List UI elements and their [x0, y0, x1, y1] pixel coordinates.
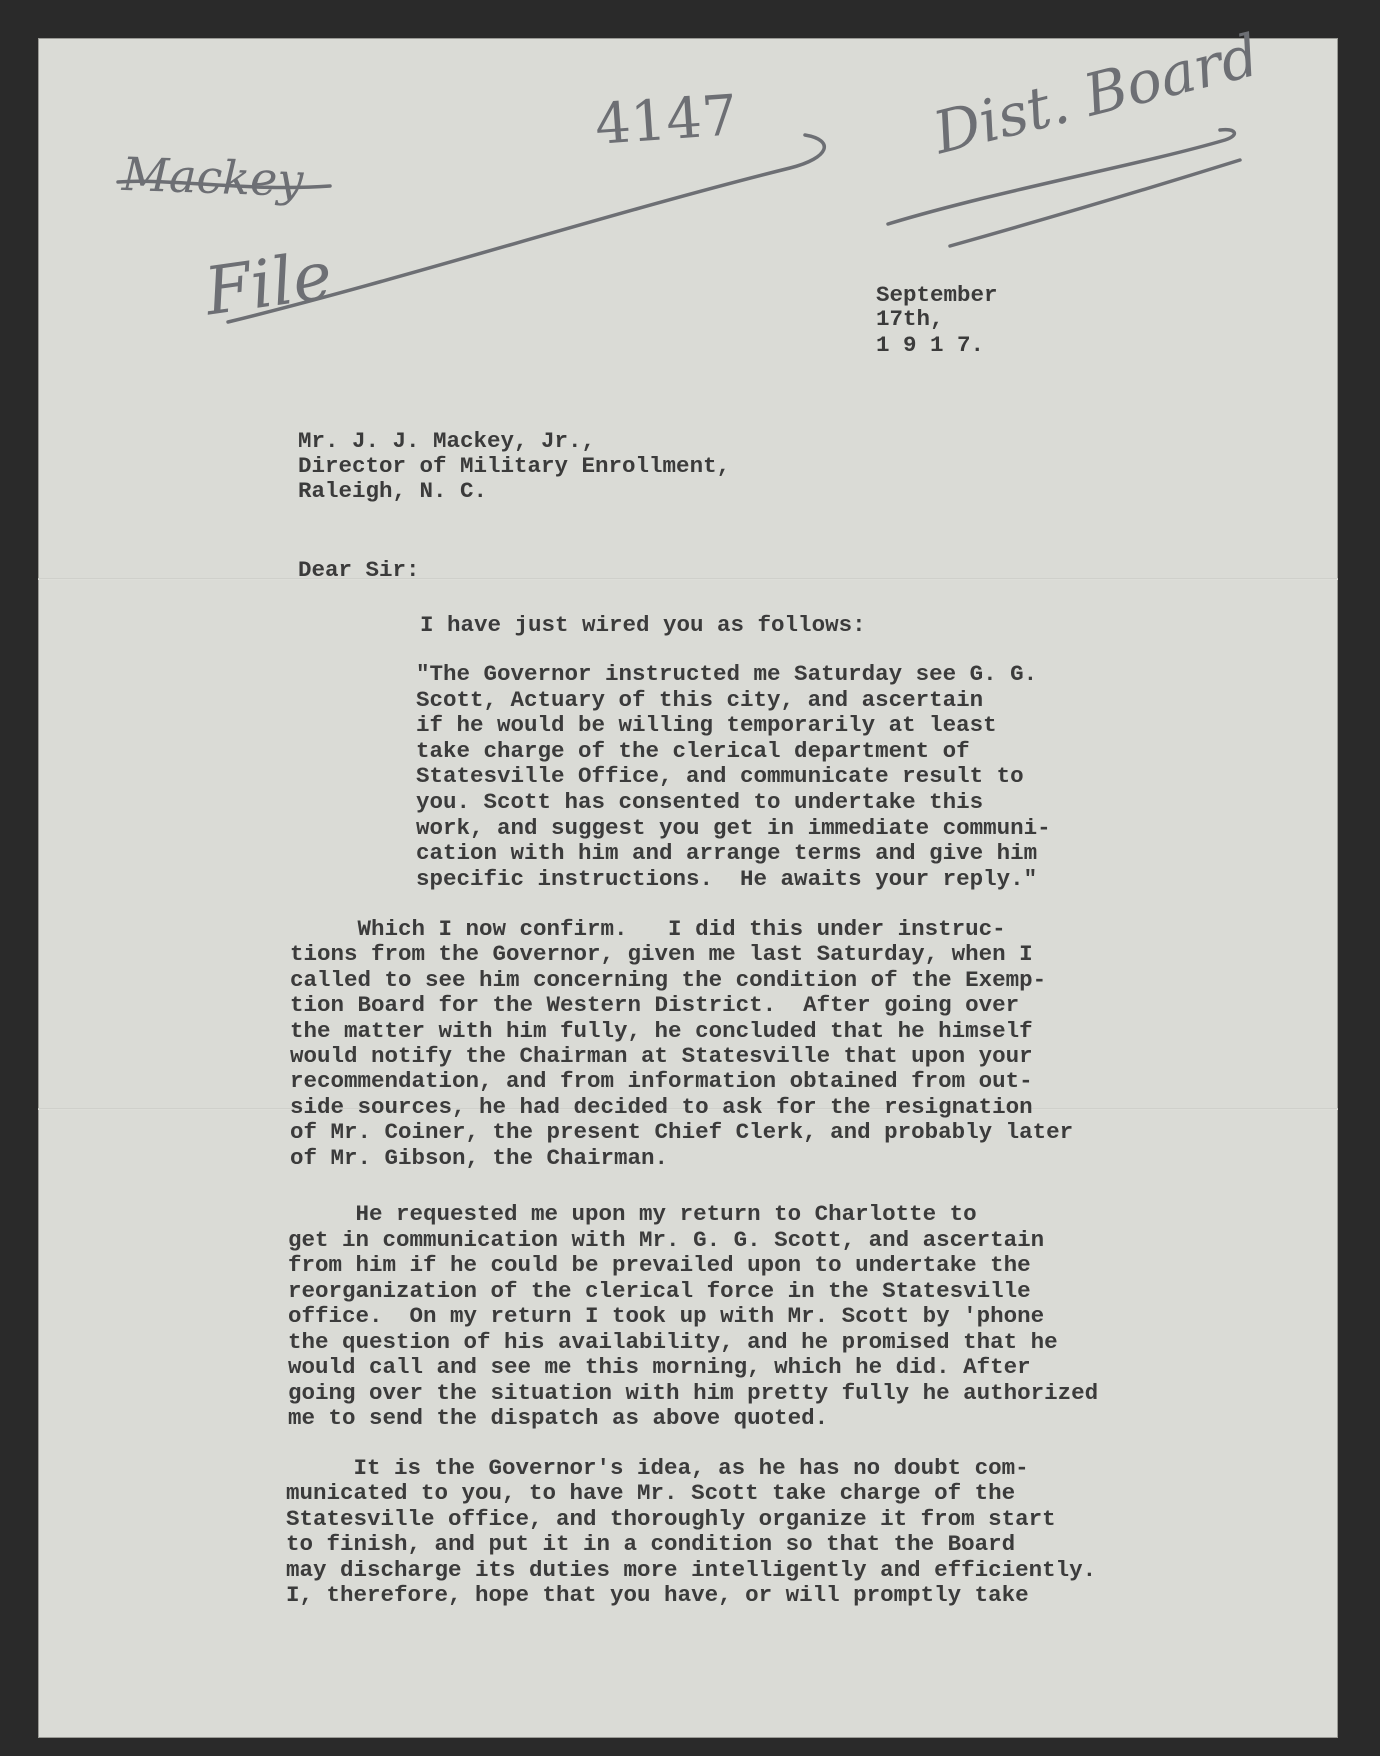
paragraph-line: going over the situation with him pretty fully he authorized: [288, 1379, 1099, 1406]
number-annotation: 4147: [592, 83, 740, 158]
telegram-line: work, and suggest you get in immediate communi-: [416, 814, 1051, 841]
file-annotation: File: [200, 236, 337, 331]
paragraph-2: [288, 1202, 1098, 1432]
telegram-line: Statesville Office, and communicate result to: [416, 763, 1024, 790]
paragraph-line: I, therefore, hope that you have, or will promptly take: [286, 1582, 1029, 1609]
paragraph-line: the matter with him fully, he concluded that he himself: [290, 1017, 1033, 1044]
paragraph-line: tion Board for the Western District. After going over: [290, 992, 1020, 1019]
paragraph-line: Statesville office, and thoroughly organize it from start: [286, 1505, 1056, 1532]
telegram-line: specific instructions. He awaits your reply.": [416, 865, 1038, 892]
paragraph-line: of Mr. Gibson, the Chairman.: [290, 1144, 669, 1171]
paragraph-line: get in communication with Mr. G. G. Scott, and ascertain: [288, 1226, 1045, 1253]
date-year: 1 9 1 7.: [876, 332, 985, 358]
paragraph-line: the question of his availability, and he promised that he: [288, 1328, 1058, 1355]
paragraph-line: reorganization of the clerical force in the Statesville: [288, 1277, 1031, 1304]
paragraph-line: office. On my return I took up with Mr. Scott by 'phone: [288, 1303, 1045, 1329]
telegram-quote: [416, 662, 1051, 892]
paragraph-line: would call and see me this morning, which he did. After: [288, 1354, 1031, 1380]
telegram-line: Scott, Actuary of this city, and ascertain: [416, 686, 984, 713]
paragraph-line: of Mr. Coiner, the present Chief Clerk, and probably later: [290, 1119, 1074, 1146]
paragraph-line: It is the Governor's idea, as he has no doubt com-: [286, 1455, 1029, 1481]
paragraph-line: from him if he could be prevailed upon to undertake the: [288, 1252, 1031, 1278]
telegram-line: take charge of the clerical department of: [416, 737, 970, 764]
intro-line: I have just wired you as follows:: [420, 612, 866, 638]
paragraph-line: He requested me upon my return to Charlotte to: [288, 1201, 977, 1227]
date-day: 17th,: [876, 306, 944, 332]
paragraph-line: recommendation, and from information obtained from out-: [290, 1068, 1033, 1095]
paragraph-line: municated to you, to have Mr. Scott take charge of the: [286, 1480, 1016, 1507]
struck-annotation: Mackey: [121, 146, 305, 208]
recipient-city: Raleigh, N. C.: [298, 478, 488, 504]
paragraph-1: [290, 917, 1073, 1171]
paragraph-line: called to see him concerning the condition of the Exemp-: [290, 966, 1047, 993]
recipient-title: Director of Military Enrollment,: [298, 453, 731, 479]
telegram-line: if he would be willing temporarily at least: [416, 712, 997, 739]
paragraph-line: me to send the dispatch as above quoted.: [288, 1405, 829, 1431]
recipient-name: Mr. J. J. Mackey, Jr.,: [298, 428, 596, 454]
paragraph-line: Which I now confirm. I did this under instruc-: [290, 916, 1006, 942]
salutation: Dear Sir:: [298, 557, 420, 583]
paragraph-line: would notify the Chairman at Statesville that upon your: [290, 1043, 1033, 1070]
paragraph-line: tions from the Governor, given me last Saturday, when I: [290, 941, 1033, 968]
telegram-line: you. Scott has consented to undertake this: [416, 788, 984, 815]
date-month: September: [876, 282, 998, 308]
paragraph-line: side sources, he had decided to ask for the resignation: [290, 1093, 1033, 1120]
district-annotation: Dist. Board: [926, 20, 1266, 168]
telegram-line: "The Governor instructed me Saturday see G. G.: [416, 661, 1038, 687]
telegram-line: cation with him and arrange terms and give him: [416, 840, 1038, 867]
paragraph-3: [286, 1456, 1096, 1608]
paragraph-line: to finish, and put it in a condition so that the Board: [286, 1531, 1016, 1558]
paragraph-line: may discharge its duties more intelligently and efficiently.: [286, 1556, 1097, 1583]
